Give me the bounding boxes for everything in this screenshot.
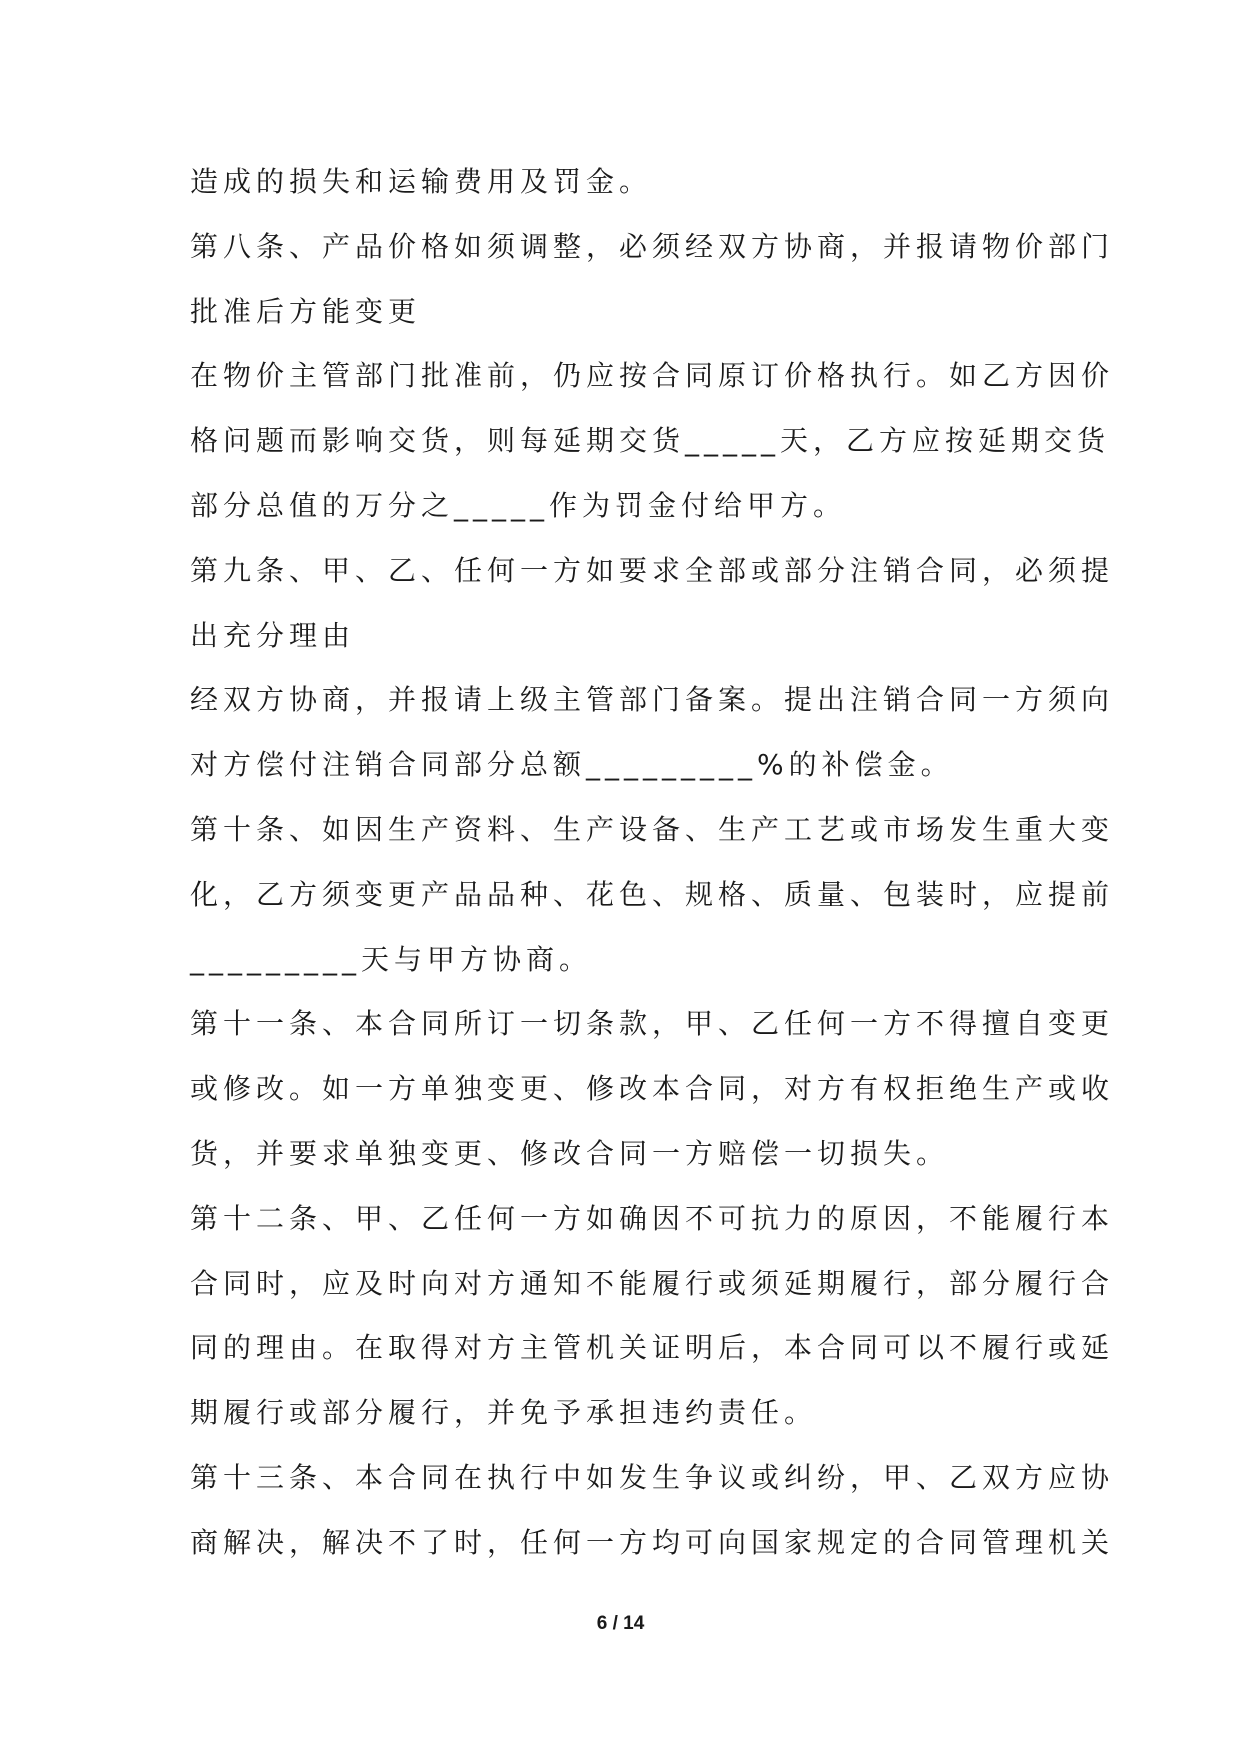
text-line: 第十一条、本合同所订一切条款，甲、乙任何一方不得擅自变更	[190, 1007, 1115, 1041]
text-line: 第十二条、甲、乙任何一方如确因不可抗力的原因，不能履行本	[190, 1201, 1115, 1235]
page-number: 6 / 14	[596, 1613, 645, 1634]
text-line: 货，并要求单独变更、修改合同一方赔偿一切损失。	[190, 1136, 950, 1170]
text-line: 商解决，解决不了时，任何一方均可向国家规定的合同管理机关	[190, 1525, 1115, 1559]
text-line: 在物价主管部门批准前，仍应按合同原订价格执行。如乙方因价	[190, 359, 1115, 393]
text-line: 期履行或部分履行，并免予承担违约责任。	[190, 1396, 818, 1430]
text-line: 部分总值的万分之_____作为罚金付给甲方。	[190, 488, 847, 522]
text-line: 第八条、产品价格如须调整，必须经双方协商，并报请物价部门	[190, 229, 1115, 263]
text-line: 批准后方能变更	[190, 294, 422, 328]
text-line: 经双方协商，并报请上级主管部门备案。提出注销合同一方须向	[190, 683, 1115, 717]
text-line: 格问题而影响交货，则每延期交货_____天，乙方应按延期交货	[190, 424, 1111, 458]
text-line: 合同时，应及时向对方通知不能履行或须延期履行，部分履行合	[190, 1266, 1115, 1300]
text-line: 对方偿付注销合同部分总额_________%的补偿金。	[190, 748, 954, 782]
text-line: 第九条、甲、乙、任何一方如要求全部或部分注销合同，必须提	[190, 553, 1115, 587]
text-line: _________天与甲方协商。	[190, 942, 593, 976]
text-line: 第十三条、本合同在执行中如发生争议或纠纷，甲、乙双方应协	[190, 1460, 1115, 1494]
text-line: 同的理由。在取得对方主管机关证明后，本合同可以不履行或延	[190, 1331, 1115, 1365]
text-line: 化，乙方须变更产品品种、花色、规格、质量、包装时，应提前	[190, 877, 1115, 911]
text-line: 或修改。如一方单独变更、修改本合同，对方有权拒绝生产或收	[190, 1072, 1115, 1106]
text-line: 造成的损失和运输费用及罚金。	[190, 165, 653, 198]
document-body	[190, 150, 1115, 1576]
text-line: 第十条、如因生产资料、生产设备、生产工艺或市场发生重大变	[190, 812, 1115, 846]
text-line: 出充分理由	[190, 618, 356, 652]
